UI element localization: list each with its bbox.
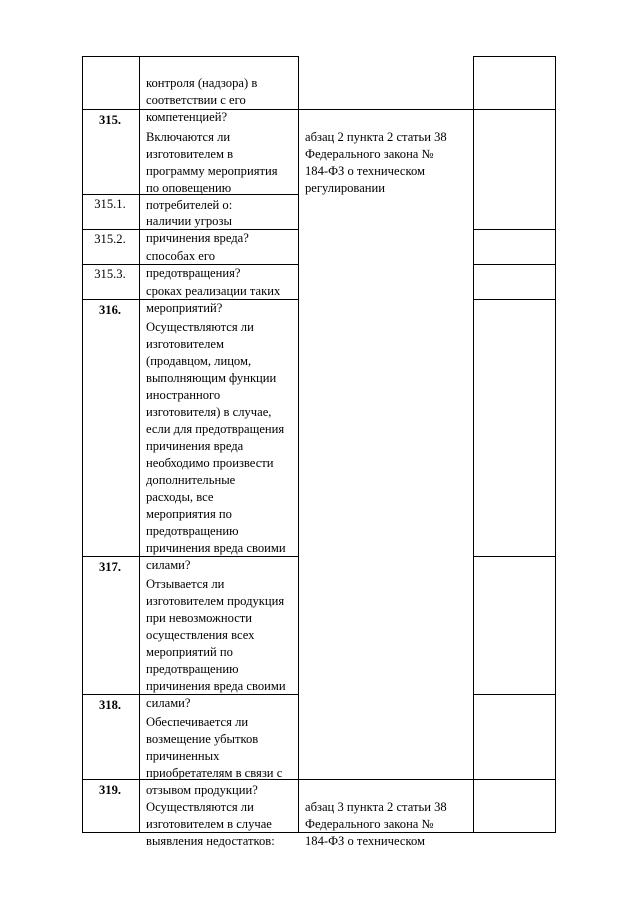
- item-number: 315.1.: [94, 197, 126, 211]
- table-rule: [473, 109, 556, 110]
- table-rule: [473, 556, 556, 557]
- question-text: Осуществляются ли изготовителем (продавцом, лицом, выполняющим функции иностранного изготовителя) в случае, если для предотвращения причинения вреда необходимо произвести дополнительные расходы, все мероприятия по предотвращению причинения вреда своими силами?: [146, 320, 286, 572]
- legal-reference: абзац 2 пункта 2 статьи 38 Федерального закона № 184-ФЗ о техническом регулировании: [305, 130, 447, 195]
- question-text: Включаются ли изготовителем в программу мероприятия по оповещению потребителей о:: [146, 130, 278, 212]
- question-text: Обеспечивается ли возмещение убытков причиненных приобретателям в связи с отзывом продукции?: [146, 715, 283, 797]
- table-rule: [473, 299, 556, 300]
- item-number: 319.: [98, 783, 122, 797]
- question-text: сроках реализации таких мероприятий?: [146, 284, 281, 315]
- item-number: 317.: [98, 560, 122, 574]
- table-rule: [82, 56, 83, 833]
- table-rule: [139, 56, 140, 833]
- item-number: 315.3.: [94, 267, 126, 281]
- table-rule: [473, 779, 556, 780]
- table-rule: [82, 56, 299, 57]
- question-text: контроля (надзора) в соответствии с его компетенцией?: [146, 76, 258, 124]
- table-rule: [555, 56, 556, 833]
- item-number: 315.2.: [94, 232, 126, 246]
- item-number: 318.: [98, 698, 122, 712]
- table-rule: [473, 694, 556, 695]
- item-number: 316.: [98, 303, 122, 317]
- question-text: наличии угрозы причинения вреда?: [146, 214, 249, 245]
- question-text: Отзывается ли изготовителем продукция при невозможности осуществления всех мероприятий по предотвращению причинения вреда своими силами?: [146, 577, 286, 710]
- table-rule: [473, 56, 474, 833]
- table-rule: [473, 832, 556, 833]
- legal-reference: абзац 3 пункта 2 статьи 38 Федерального закона № 184-ФЗ о техническом: [305, 800, 447, 848]
- table-rule: [473, 229, 556, 230]
- table-rule: [298, 109, 473, 110]
- item-number: 315.: [98, 113, 122, 127]
- table-rule: [298, 56, 299, 833]
- question-text: способах его предотвращения?: [146, 249, 241, 280]
- table-rule: [473, 56, 556, 57]
- question-text: Осуществляются ли изготовителем в случае выявления недостатков:: [146, 800, 275, 848]
- table-rule: [473, 264, 556, 265]
